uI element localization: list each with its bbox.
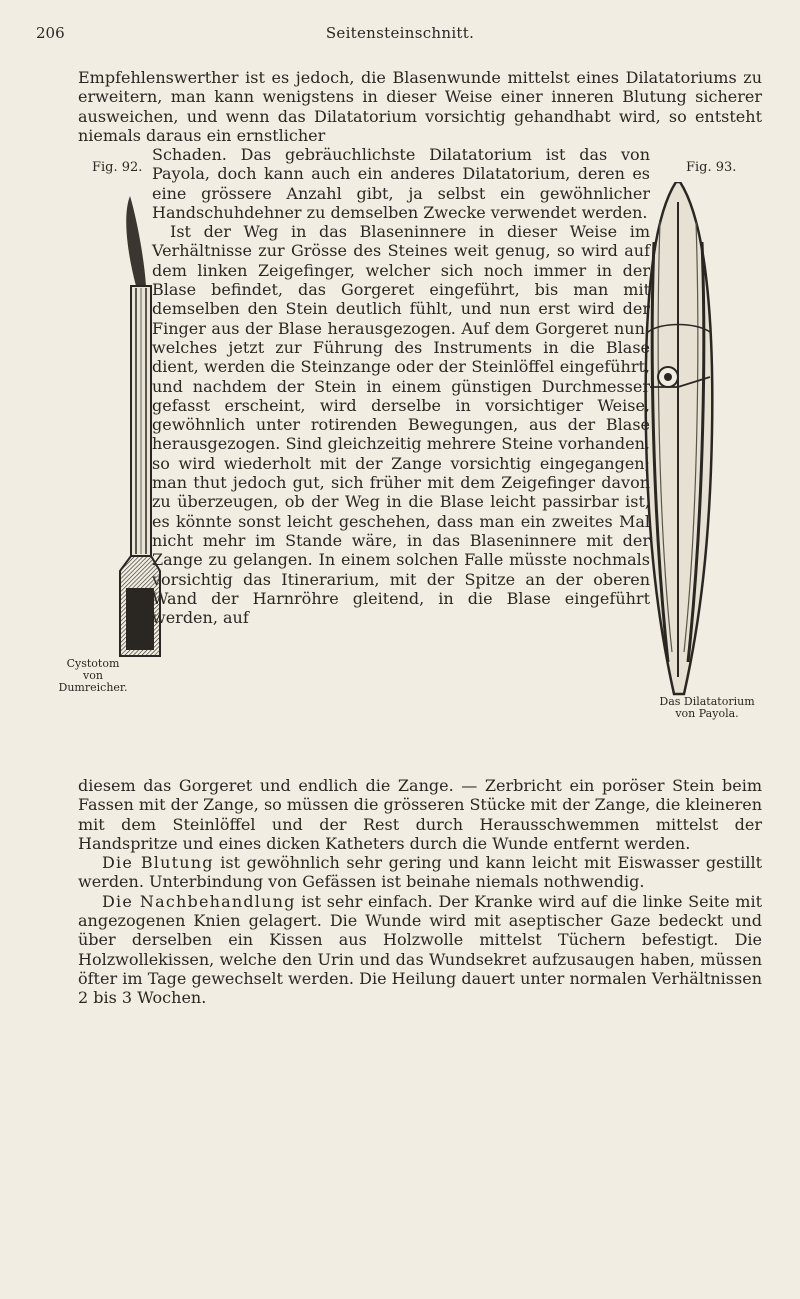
running-title: Seitensteinschnitt. <box>325 24 475 42</box>
blutung-paragraph <box>78 853 762 892</box>
blutung-text: ist gewöhnlich sehr gering und kann leicht mit Eiswasser gestillt werden. Unterbindung von Gefässen ist beinahe niemals nothwendig. <box>78 853 762 892</box>
figure-93-label: Fig. 93. <box>686 160 737 175</box>
bottom-continuation: diesem das Gorgeret und endlich die Zange. — Zerbricht ein poröser Stein beim Fassen mit der Zange, so müssen die grösseren Stücke mit der Zange, die kleineren mit dem Steinlöffel und der Rest durch Herausschwemmen mittelst der Handspritze und eines dicken Katheters durch die Wunde entfernt werden. <box>78 776 762 853</box>
figure-92-caption: Cystotom von Dumreicher. <box>58 657 128 694</box>
nachbehandlung-term: Die Nachbehandlung <box>102 891 296 911</box>
bottom-text-block <box>78 776 762 1008</box>
top-paragraph: Empfehlenswerther ist es jedoch, die Blasenwunde mittelst eines Dilatatoriums zu erweitern, man kann wenigstens in dieser Weise einer inneren Blutung sicherer ausweichen, und wenn das Dilatatorium vorsichtig gehandhabt wird, so entsteht niemals daraus ein ernstlicher <box>78 68 762 145</box>
narrow-paragraph: Ist der Weg in das Blaseninnere in dieser Weise im Verhältnisse zur Grösse des Steines weit genug, so wird auf dem linken Zeigefinger, welcher sich noch immer in der Blase befindet, das Gorgeret eingeführt, bis man mit demselben den Stein deutlich fühlt, und nun erst wird der Finger aus der Blase herausgezogen. Auf dem Gorgeret nun, welches jetzt zur Führung des Instruments in die Blase dient, werden die Steinzange oder der Steinlöffel eingeführt, und nachdem der Stein in einem günstigen Durchmesser gefasst erscheint, wird derselbe in vorsichtiger Weise, gewöhnlich unter rotirenden Bewegungen, aus der Blase herausgezogen. Sind gleichzeitig mehrere Steine vorhanden, so wird wiederholt mit der Zange vorsichtig eingegangen; man thut jedoch gut, sich früher mit dem Zeigefinger davon zu überzeugen, ob der Weg in die Blase leicht passirbar ist, es könnte sonst leicht geschehen, dass man ein zweites Mal nicht mehr im Stande wäre, in das Blaseninnere mit der Zange zu gelangen. In einem solchen Falle müsste nochmals vorsichtig das Itinerarium, mit der Spitze an der oberen Wand der Harnröhre gleitend, in die Blase eingeführt werden, auf <box>152 222 650 628</box>
narrow-continuation: Schaden. Das gebräuchlichste Dilatatorium ist das von Payola, doch kann auch ein anderes Dilatatorium, deren es eine grössere Anzahl gibt, ja selbst ein gewöhnlicher Handschuhdehner zu demselben Zwecke verwendet werden. <box>152 145 650 222</box>
narrow-text-column <box>152 145 650 627</box>
page-header <box>0 24 800 44</box>
page-number: 206 <box>36 24 65 42</box>
nachbehandlung-text: ist sehr einfach. Der Kranke wird auf die linke Seite mit angezogenen Knien gelagert. Die Wunde wird mit aseptischer Gaze bedeckt und über derselben ein Kissen aus Holzwolle mittelst Tüchern befestigt. Die Holzwollekissen, welche den Urin und das Wundsekret aufzusaugen haben, müssen öfter im Tage gewechselt werden. Die Heilung dauert unter normalen Verhältnissen 2 bis 3 Wochen. <box>78 891 762 1008</box>
nachbehandlung-paragraph <box>78 892 762 1008</box>
figure-92-label: Fig. 92. <box>92 160 143 175</box>
dilator-instrument-illustration <box>640 182 716 697</box>
figure-93-caption: Das Dilatatorium von Payola. <box>659 695 755 720</box>
blutung-term: Die Blutung <box>102 853 214 873</box>
